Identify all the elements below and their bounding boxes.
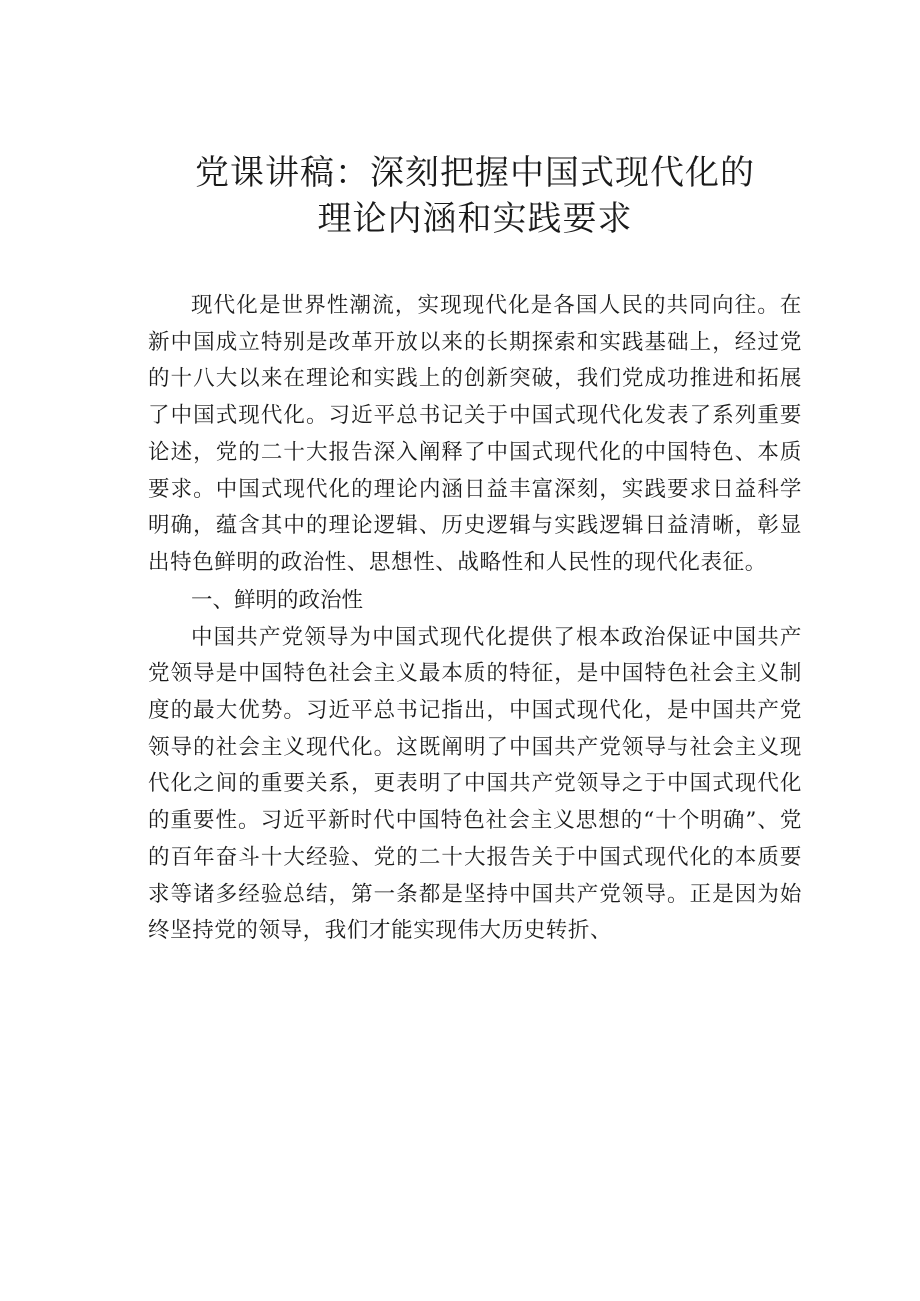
document-page	[148, 150, 802, 950]
document-title	[148, 150, 802, 242]
section-1-paragraph: 中国共产党领导为中国式现代化提供了根本政治保证中国共产党领导是中国特色社会主义最本质的特征，是中国特色社会主义制度的最大优势。习近平总书记指出，中国式现代化，是中国共产党领导的社会主义现代化。这既阐明了中国共产党领导与社会主义现代化之间的重要关系，更表明了中国共产党领导之于中国式现代化的重要性。习近平新时代中国特色社会主义思想的“十个明确”、党的百年奋斗十大经验、党的二十大报告关于中国式现代化的本质要求等诸多经验总结，第一条都是坚持中国共产党领导。正是因为始终坚持党的领导，我们才能实现伟大历史转折、	[148, 624, 802, 944]
title-line-2: 理论内涵和实践要求	[317, 199, 633, 239]
section-heading-political: 一、鲜明的政治性	[191, 587, 364, 613]
document-body	[148, 288, 802, 950]
title-line-1: 党课讲稿：深刻把握中国式现代化的	[195, 153, 755, 193]
intro-paragraph: 现代化是世界性潮流，实现现代化是各国人民的共同向往。在新中国成立特别是改革开放以来的长期探索和实践基础上，经过党的十八大以来在理论和实践上的创新突破，我们党成功推进和拓展了中国式现代化。习近平总书记关于中国式现代化发表了系列重要论述，党的二十大报告深入阐释了中国式现代化的中国特色、本质要求。中国式现代化的理论内涵日益丰富深刻，实践要求日益科学明确，蕴含其中的理论逻辑、历史逻辑与实践逻辑日益清晰，彰显出特色鲜明的政治性、思想性、战略性和人民性的现代化表征。	[148, 293, 802, 575]
